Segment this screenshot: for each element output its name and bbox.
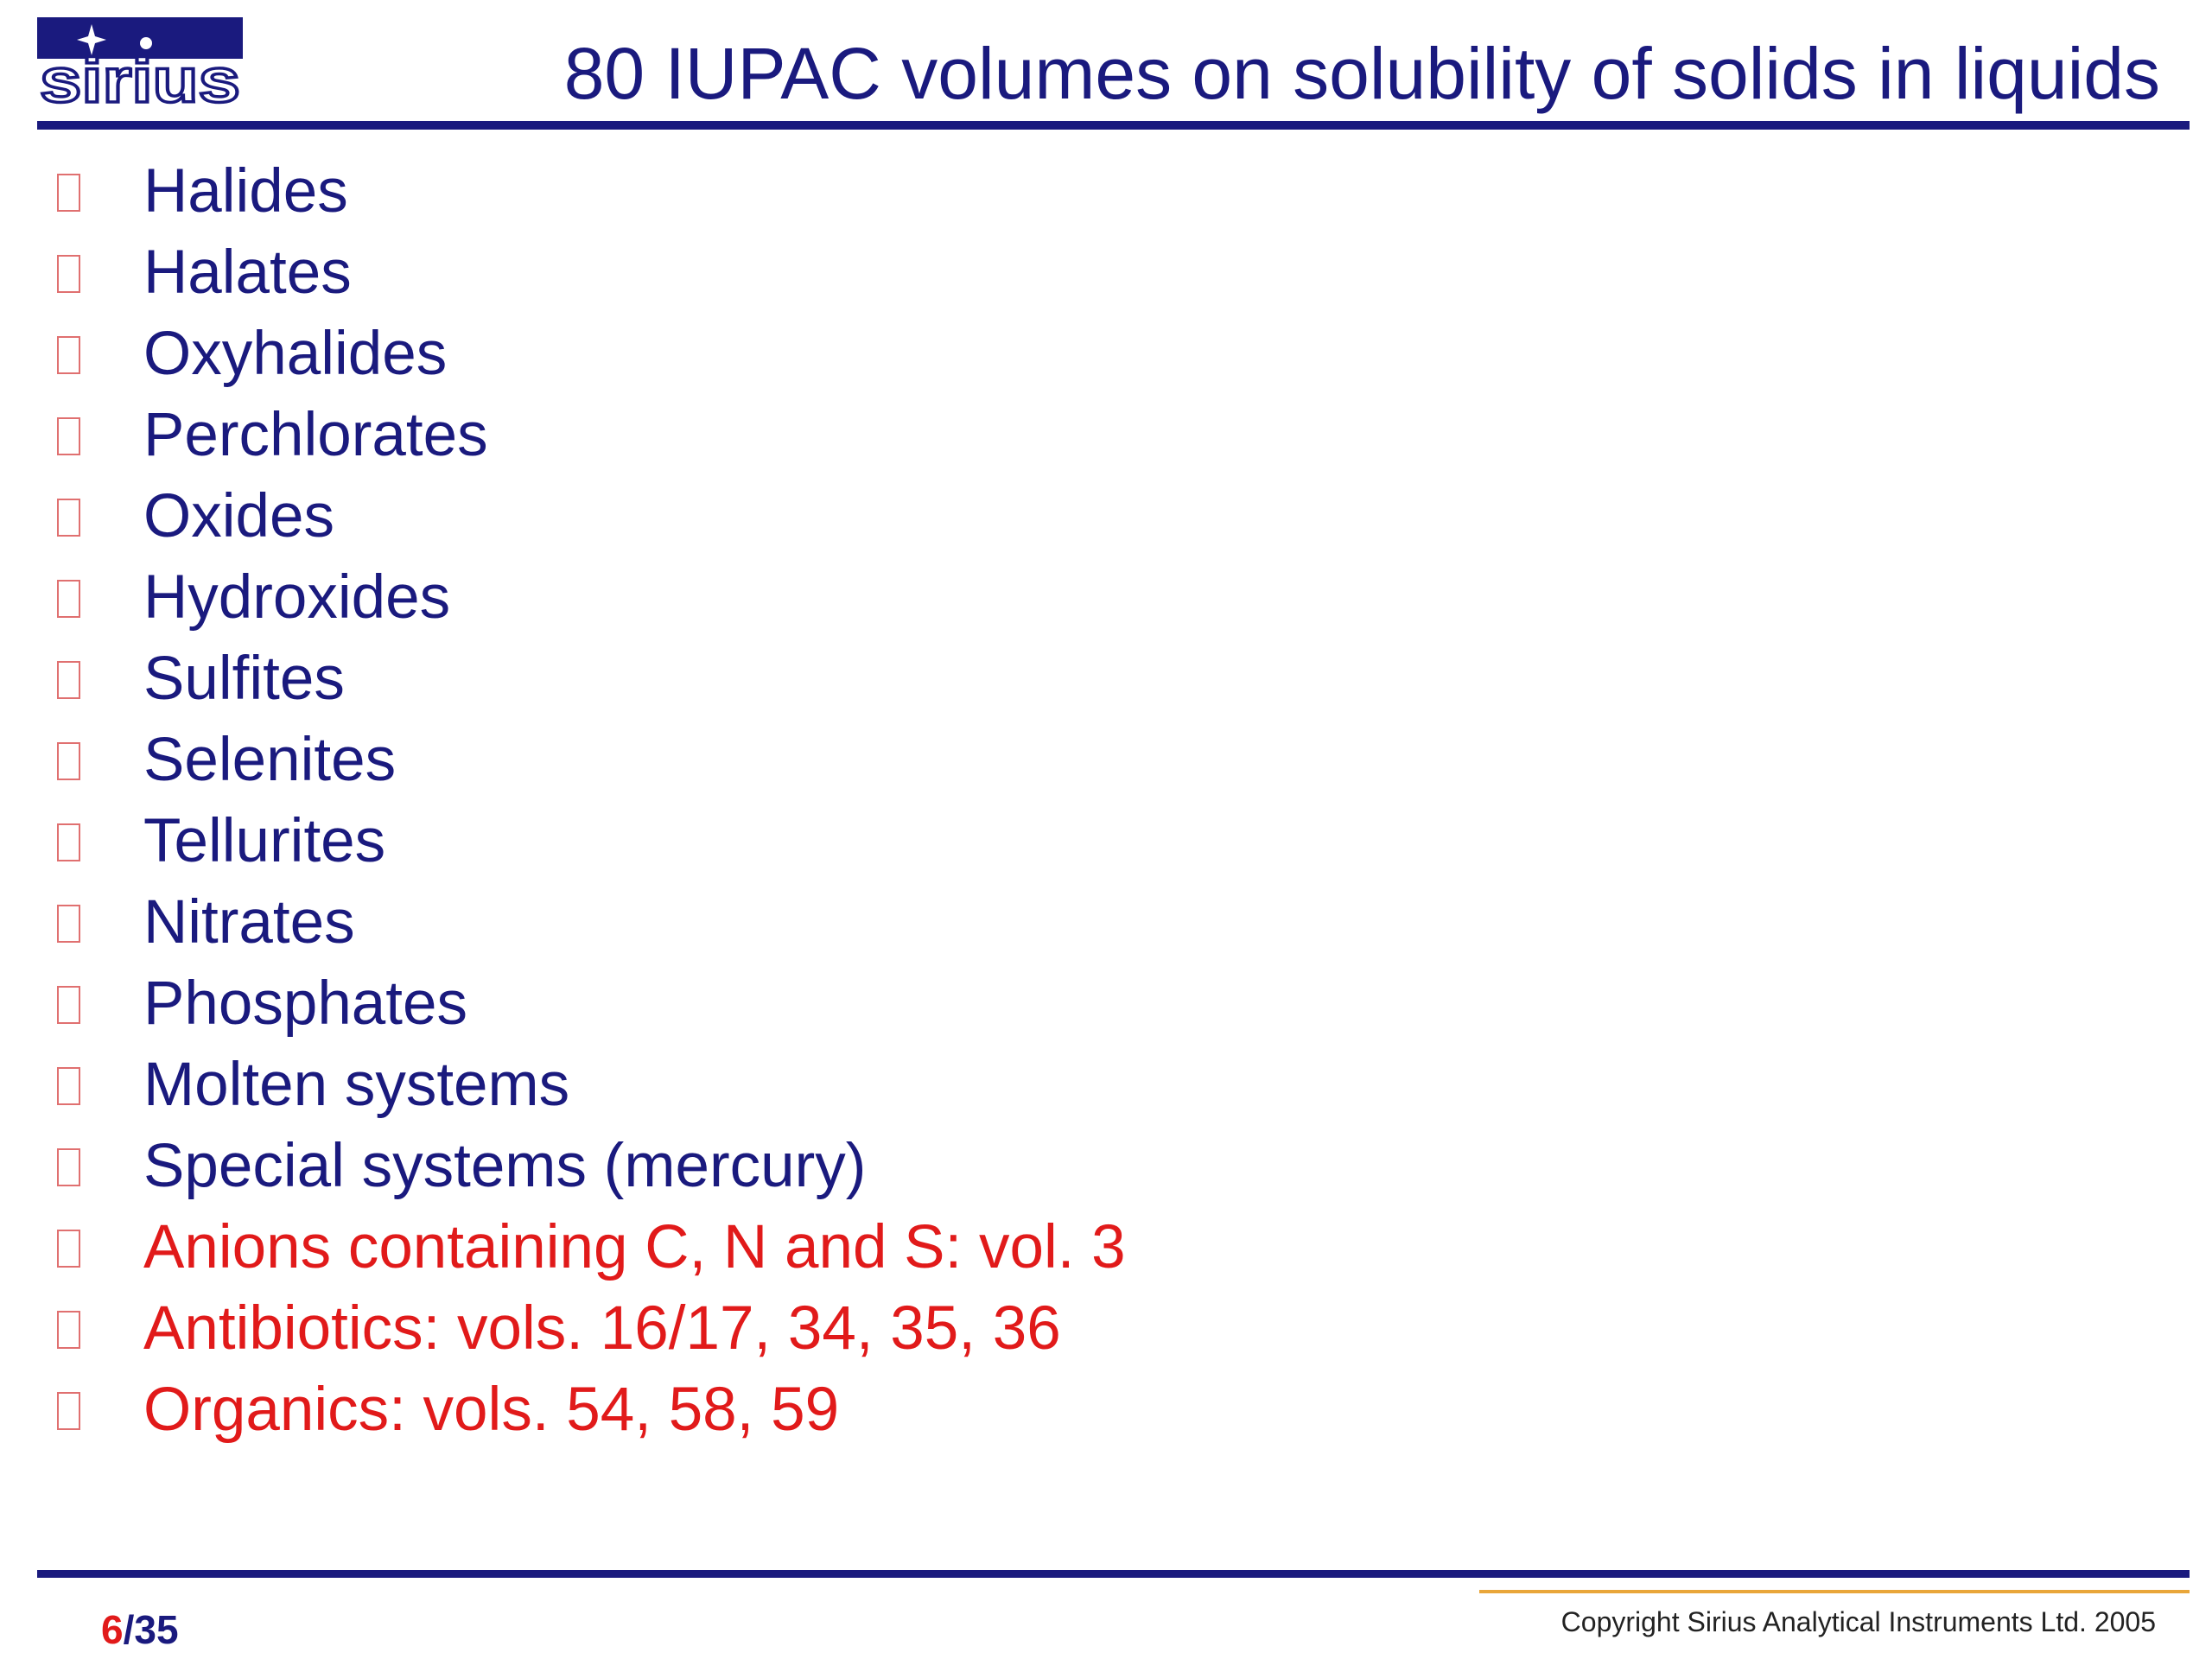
list-item-text: Nitrates <box>143 888 355 957</box>
list-item <box>0 720 1728 801</box>
title-divider <box>37 121 2190 130</box>
list-item <box>0 1207 1728 1288</box>
list-item-text: Halates <box>143 238 352 307</box>
page-total: 35 <box>134 1607 179 1652</box>
footer-divider <box>37 1570 2190 1578</box>
bullet-box-icon <box>57 580 80 618</box>
list-item <box>0 395 1728 476</box>
page-current: 6 <box>101 1607 124 1652</box>
bullet-box-icon <box>57 1148 80 1186</box>
bullet-box-icon <box>57 336 80 374</box>
bullet-box-icon <box>57 255 80 293</box>
list-item-text: Phosphates <box>143 969 468 1038</box>
bullet-box-icon <box>57 742 80 780</box>
list-item-text: Antibiotics: vols. 16/17, 34, 35, 36 <box>143 1294 1061 1363</box>
list-item <box>0 232 1728 314</box>
copyright-notice: Copyright Sirius Analytical Instruments Ltd. 2005 <box>1560 1606 2156 1637</box>
bullet-box-icon <box>57 1067 80 1105</box>
bullet-box-icon <box>57 661 80 699</box>
list-item <box>0 1126 1728 1207</box>
list-item-text: Sulfites <box>143 645 345 713</box>
list-item <box>0 151 1728 232</box>
list-item-text: Hydroxides <box>143 563 451 632</box>
list-item <box>0 1370 1728 1451</box>
list-item <box>0 314 1728 395</box>
list-item-text: Oxyhalides <box>143 320 448 388</box>
list-item <box>0 476 1728 557</box>
bullet-box-icon <box>57 499 80 537</box>
list-item-text: Tellurites <box>143 807 386 875</box>
list-item <box>0 1288 1728 1370</box>
bullet-box-icon <box>57 1230 80 1268</box>
list-item <box>0 639 1728 720</box>
list-item-text: Molten systems <box>143 1051 570 1119</box>
list-item-text: Oxides <box>143 482 334 550</box>
list-item <box>0 963 1728 1045</box>
bullet-box-icon <box>57 174 80 212</box>
bullet-box-icon <box>57 986 80 1024</box>
svg-text:sirius: sirius <box>40 47 240 108</box>
bullet-box-icon <box>57 1392 80 1430</box>
list-item-text: Organics: vols. 54, 58, 59 <box>143 1376 840 1444</box>
page-number <box>101 1604 179 1656</box>
list-item <box>0 557 1728 639</box>
list-item-text: Special systems (mercury) <box>143 1132 867 1200</box>
bullet-box-icon <box>57 417 80 455</box>
slide-title: 80 IUPAC volumes on solubility of solids in liquids <box>563 33 2160 114</box>
list-item-text: Halides <box>143 157 348 226</box>
list-item-text: Perchlorates <box>143 401 488 469</box>
list-item <box>0 801 1728 882</box>
bullet-box-icon <box>57 823 80 861</box>
page-separator: / <box>123 1607 135 1652</box>
bullet-box-icon <box>57 905 80 943</box>
footer-accent-line <box>1479 1590 2190 1593</box>
list-item-text: Anions containing C, N and S: vol. 3 <box>143 1213 1126 1281</box>
list-item-text: Selenites <box>143 726 397 794</box>
sirius-logo <box>37 17 243 108</box>
list-item <box>0 882 1728 963</box>
list-item <box>0 1045 1728 1126</box>
bullet-box-icon <box>57 1311 80 1349</box>
